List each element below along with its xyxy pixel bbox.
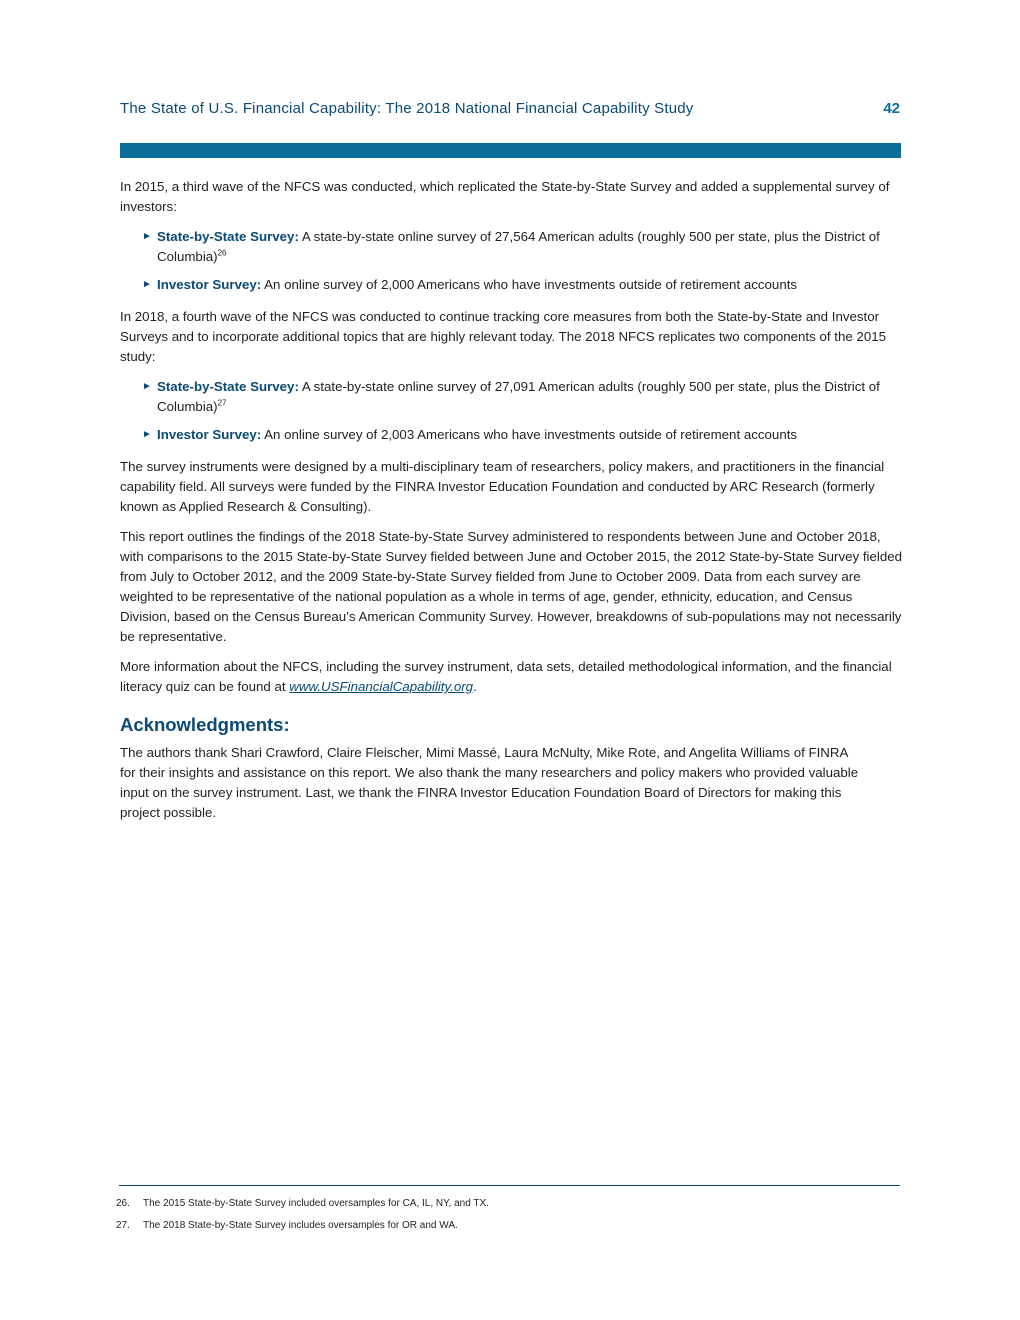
header-rule-bar	[120, 143, 901, 158]
arrow-bullet-icon: ►	[142, 381, 152, 392]
running-header	[120, 100, 900, 122]
bullet-list-2018	[120, 377, 904, 445]
main-content	[120, 177, 904, 833]
footnote-divider	[119, 1185, 900, 1186]
list-item	[120, 227, 904, 267]
list-item	[120, 425, 904, 445]
bullet-text: A state-by-state online survey of 27,564 American adults (roughly 500 per state, plus the District of Columbia)	[157, 229, 880, 264]
paragraph-2015-wave: In 2015, a third wave of the NFCS was conducted, which replicated the State-by-State Survey and added a supplemental survey of investors:	[120, 179, 890, 214]
paragraph-more-information	[120, 657, 904, 697]
acknowledgments-heading: Acknowledgments:	[120, 714, 290, 735]
more-info-text: More information about the NFCS, including the survey instrument, data sets, detailed methodological information, and the financial literacy quiz can be found at	[120, 659, 892, 694]
more-info-end: .	[473, 679, 477, 694]
footnote-number: 26.	[116, 1198, 130, 1209]
paragraph-survey-instruments: The survey instruments were designed by a multi-disciplinary team of researchers, policy makers, and practitioners in the financial capability field. All surveys were funded by the FINRA Investor Education Foundation and conducted by ARC Research (formerly known as Applied Research & Consulting).	[120, 459, 885, 514]
document-title: The State of U.S. Financial Capability: The 2018 National Financial Capability Study	[120, 100, 694, 117]
footnote-ref[interactable]: 27	[217, 398, 227, 408]
bullet-term: Investor Survey:	[157, 277, 262, 292]
list-item	[120, 275, 904, 295]
website-link[interactable]: www.USFinancialCapability.org	[289, 679, 474, 694]
bullet-text: A state-by-state online survey of 27,091 American adults (roughly 500 per state, plus the District of Columbia)	[157, 379, 880, 414]
bullet-term: Investor Survey:	[157, 427, 262, 442]
arrow-bullet-icon: ►	[142, 429, 152, 440]
paragraph-2018-wave: In 2018, a fourth wave of the NFCS was conducted to continue tracking core measures from both the State-by-State and Investor Surveys and to incorporate additional topics that are highly relevant today. The 2018 NFCS replicates two components of the 2015 study:	[120, 309, 887, 364]
arrow-bullet-icon: ►	[142, 231, 152, 242]
footnote-text: The 2015 State-by-State Survey included oversamples for CA, IL, NY, and TX.	[143, 1198, 489, 1209]
arrow-bullet-icon: ►	[142, 279, 152, 290]
page-number: 42	[883, 100, 900, 117]
footnotes	[116, 1197, 900, 1241]
footnote-text: The 2018 State-by-State Survey includes oversamples for OR and WA.	[143, 1220, 458, 1231]
bullet-term: State-by-State Survey:	[157, 229, 299, 244]
bullet-text: An online survey of 2,003 Americans who have investments outside of retirement accounts	[261, 427, 798, 442]
footnote-ref[interactable]: 26	[217, 248, 227, 258]
footnote	[116, 1219, 900, 1241]
footnote	[116, 1197, 900, 1219]
bullet-term: State-by-State Survey:	[157, 379, 299, 394]
paragraph-report-outline: This report outlines the findings of the 2018 State-by-State Survey administered to respondents between June and October 2018, with comparisons to the 2015 State-by-State Survey fielded between June and October 2015, the 2012 State-by-State Survey fielded from July to October 2012, and the 2009 State-by-State Survey fielded from June to October 2009. Data from each survey are weighted to be representative of the national population as a whole in terms of age, gender, ethnicity, education, and Census Division, based on the Census Bureau’s American Community Survey. However, breakdowns of sub-populations may not necessarily be representative.	[120, 529, 903, 644]
list-item	[120, 377, 904, 417]
acknowledgments-body: The authors thank Shari Crawford, Claire Fleischer, Mimi Massé, Laura McNulty, Mike Rote, and Angelita Williams of FINRA for their insights and assistance on this report. We also thank the many researchers and policy makers who provided valuable input on the survey instrument. Last, we thank the FINRA Investor Education Foundation Board of Directors for making this project possible.	[120, 745, 859, 820]
bullet-text: An online survey of 2,000 Americans who have investments outside of retirement accounts	[261, 277, 798, 292]
footnote-number: 27.	[116, 1220, 130, 1231]
bullet-list-2015	[120, 227, 904, 295]
